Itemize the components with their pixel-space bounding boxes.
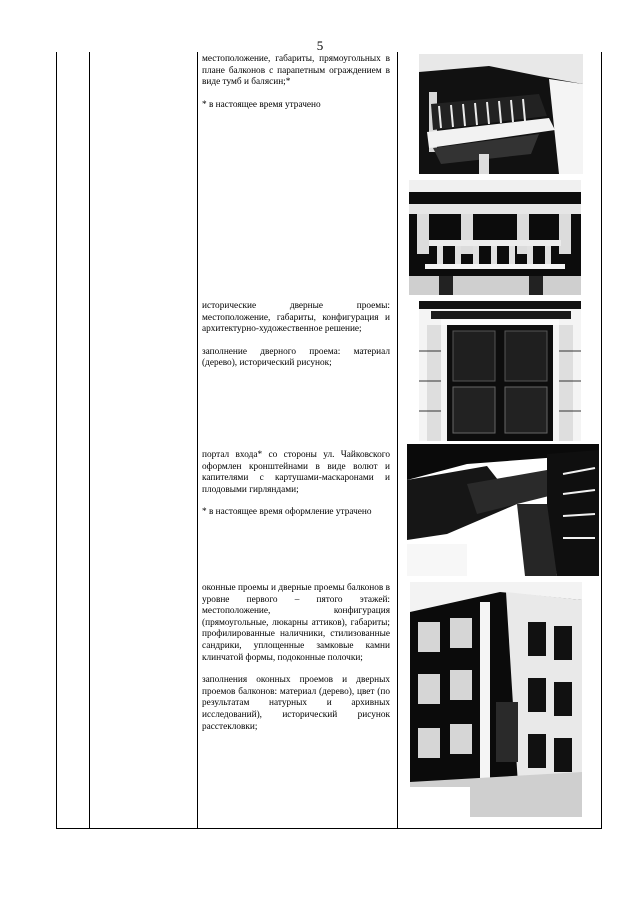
- facade-photo: [410, 582, 582, 817]
- window-infill-description: заполнения оконных проемов и дверных проемов балконов: материал (дерево), цвет (по результатам натурных и архивных исследований), исторический рисунок расстекловки;: [202, 675, 390, 732]
- page-number: 5: [316, 38, 324, 53]
- windows-description: оконные проемы и дверные проемы балконов в уровне первого – пятого этажей: местоположение, конфигурация (прямоугольные, люкарны аттиков), габариты; профилированные наличники, стилизованные сандрики, уплощенные замковые камни клинчатой формы, подоконные полочки;: [202, 583, 390, 663]
- doorways-description: исторические дверные проемы: местоположение, габариты, конфигурация и архитектурно-художественное решение;: [202, 301, 390, 335]
- table-row-doorways-text: [202, 301, 390, 381]
- protection-table: [56, 52, 602, 829]
- table-row-balconies-text: [202, 54, 390, 122]
- balcony-photo-2: [409, 180, 581, 295]
- column-divider: [397, 52, 398, 828]
- table-row-portal-text: [202, 450, 390, 530]
- balconies-note: * в настоящее время утрачено: [202, 99, 321, 110]
- door-infill-description: заполнение дверного проема: материал (дерево), исторический рисунок;: [202, 346, 390, 369]
- doorway-photo: [419, 301, 581, 441]
- portal-photo: [407, 444, 599, 576]
- balconies-description: местоположение, габариты, прямоугольных в плане балконов с парапетным ограждением в виде тумб и балясин;*: [202, 54, 390, 88]
- column-divider: [89, 52, 90, 828]
- balcony-photo-1: [419, 54, 583, 174]
- portal-description: портал входа* со стороны ул. Чайковского оформлен кронштейнами в виде волют и капителями с картушами-маскаронами и плодовыми гирляндами;: [202, 450, 390, 495]
- column-divider: [197, 52, 198, 828]
- table-row-windows-text: [202, 583, 390, 744]
- portal-note: * в настоящее время оформление утрачено: [202, 507, 372, 518]
